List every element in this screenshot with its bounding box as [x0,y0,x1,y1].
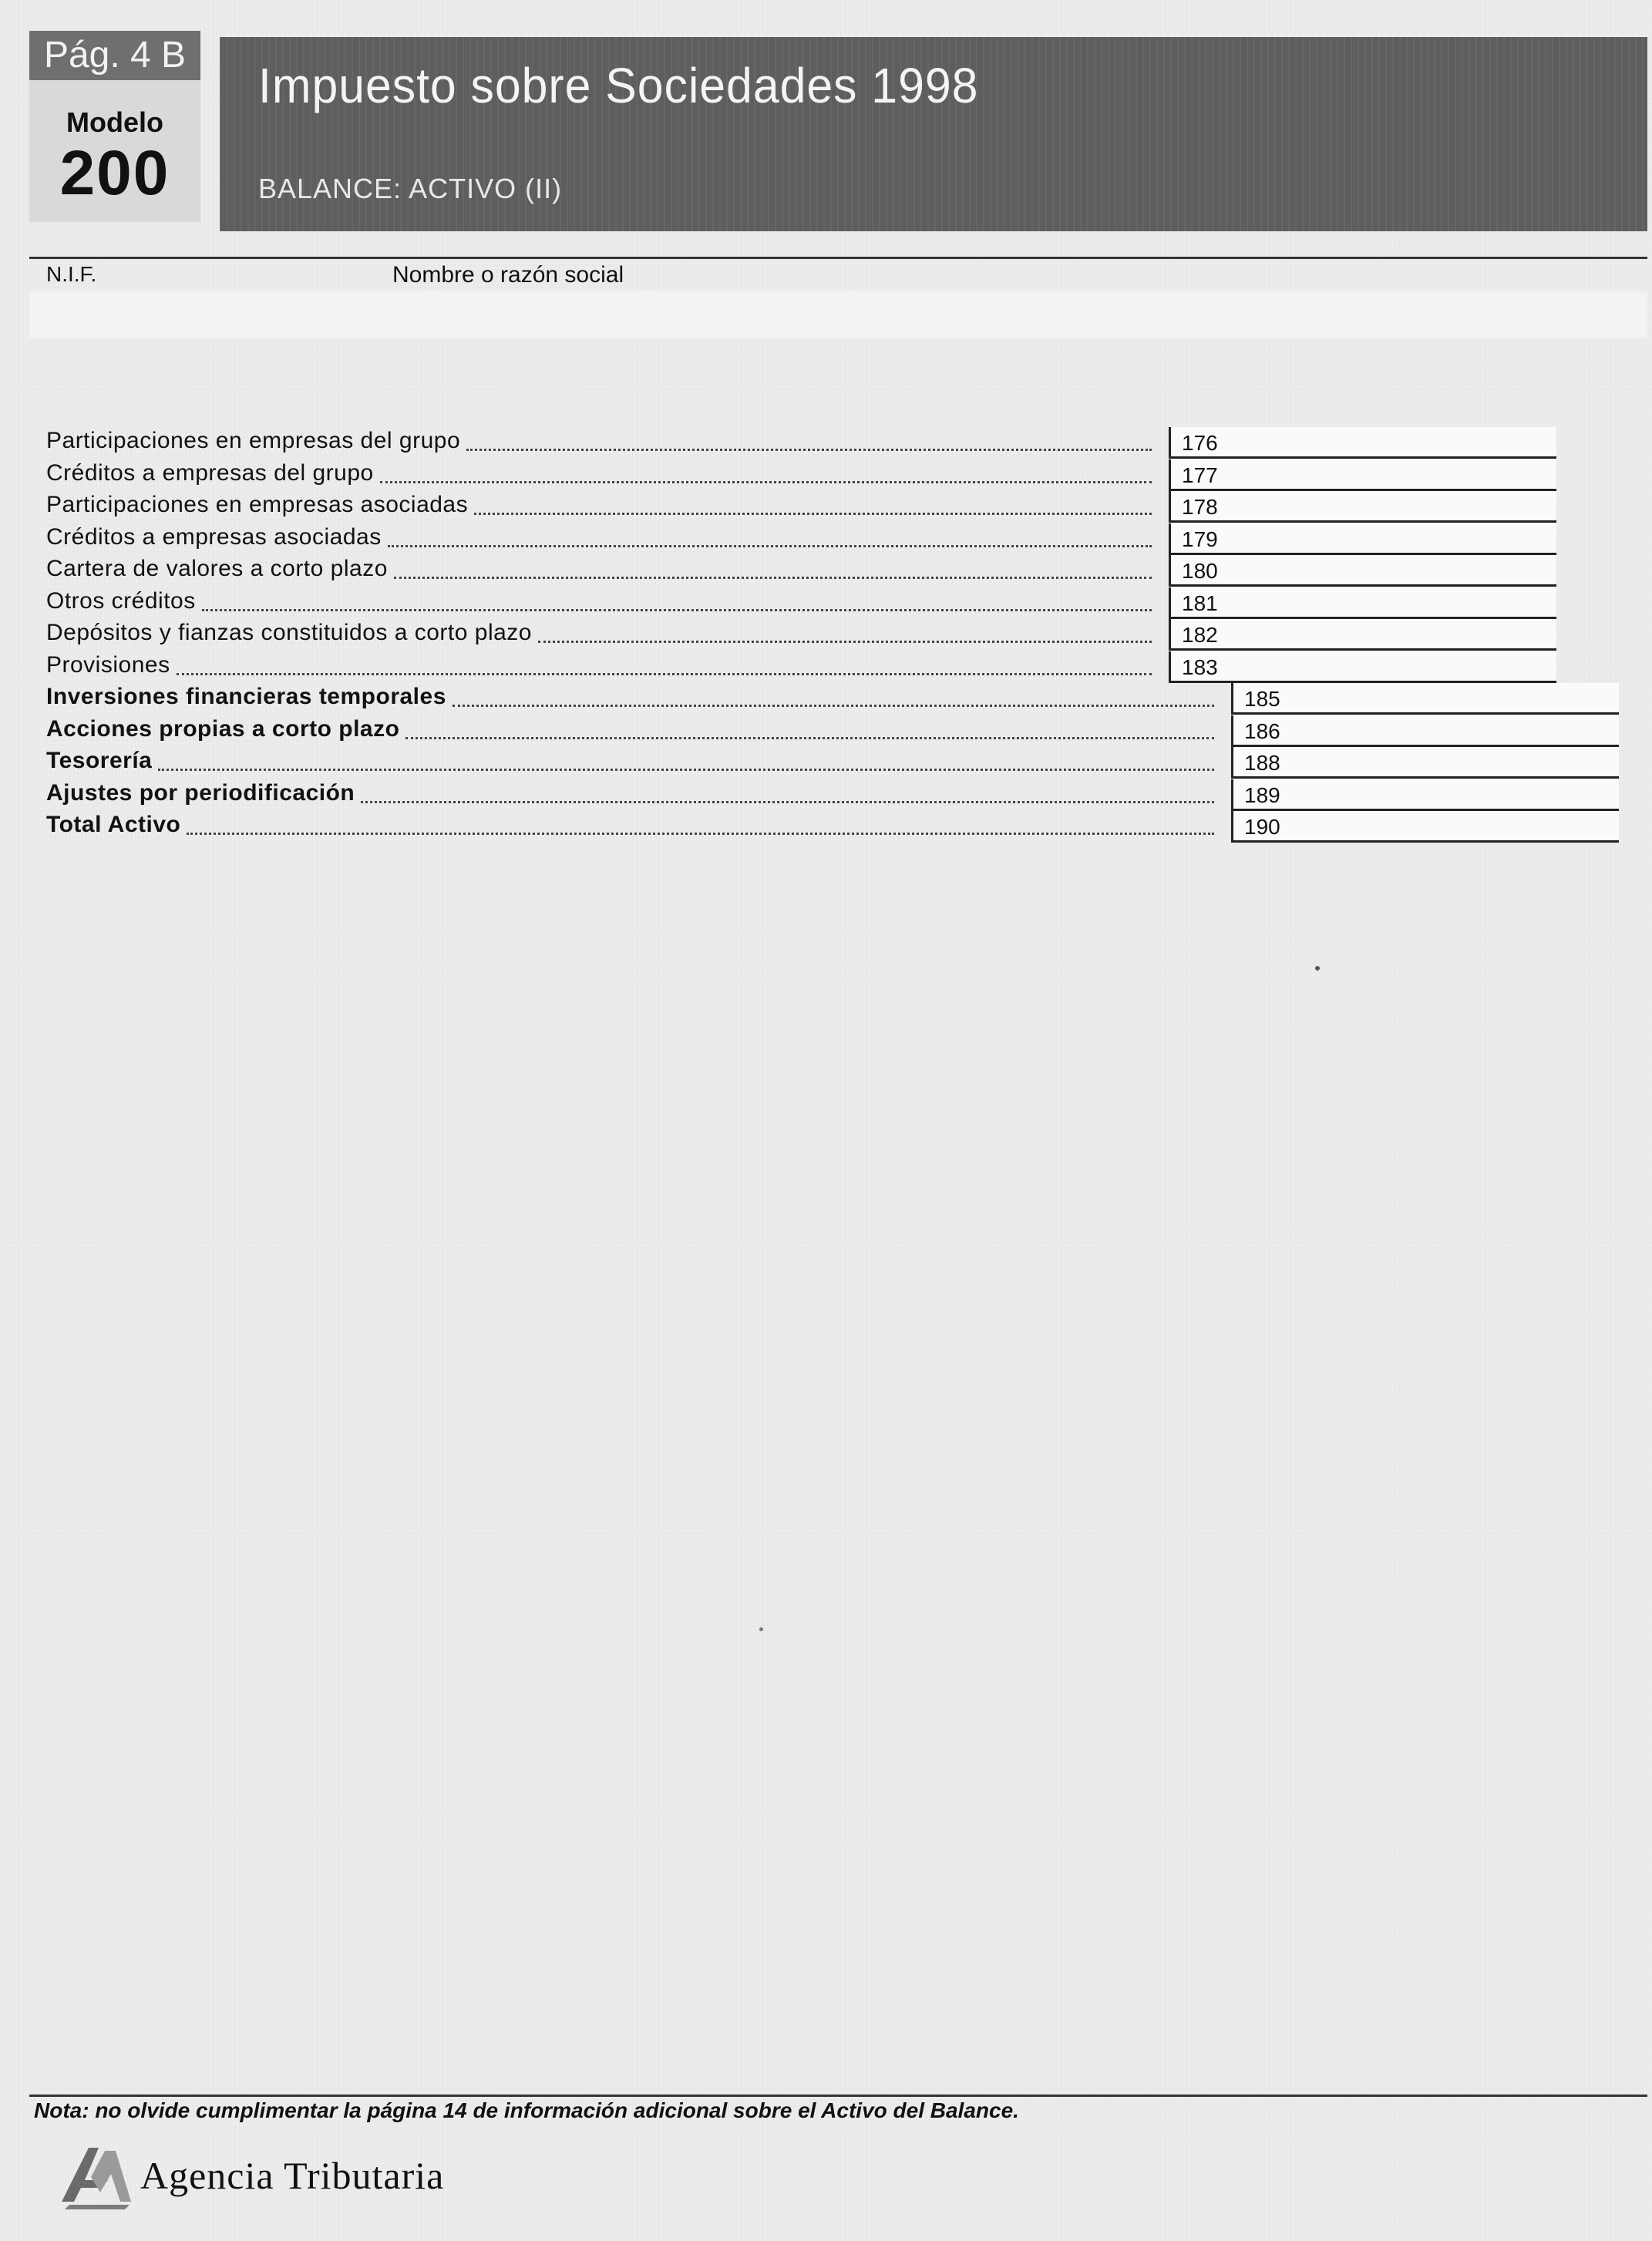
amount-box-178[interactable] [1169,491,1556,523]
dot-leader [187,802,1214,835]
item-label: Otros créditos [46,587,196,614]
total-label: Ajustes por periodificación [46,779,355,806]
box-code: 189 [1244,782,1280,807]
agencia-tributaria-logo-icon [54,2140,139,2213]
nombre-label: Nombre o razón social [392,262,624,288]
item-label: Participaciones en empresas del grupo [46,428,461,453]
box-code: 188 [1244,751,1280,775]
total-label: Total Activo [46,812,181,837]
dot-leader [405,706,1214,739]
amount-box-181[interactable] [1169,587,1556,619]
identification-divider [29,257,1647,259]
dot-leader [394,546,1152,579]
dot-leader [202,578,1152,611]
dot-leader [177,642,1152,675]
amount-box-189[interactable] [1231,779,1619,811]
total-label: Acciones propias a corto plazo [46,715,400,742]
box-code: 185 [1244,687,1280,711]
box-code: 182 [1182,623,1218,647]
page-label: Pág. 4 B [29,31,200,80]
dot-leader [388,514,1152,547]
modelo-word: Modelo [66,106,163,138]
agency-name: Agencia Tributaria [140,2154,445,2197]
item-label: Créditos a empresas del grupo [46,459,374,486]
dot-leader [361,770,1214,803]
amount-box-179[interactable] [1169,523,1556,555]
dot-leader [474,482,1152,515]
box-code: 176 [1182,431,1218,455]
dot-leader [380,450,1152,483]
item-label: Provisiones [46,651,170,678]
box-code: 179 [1182,527,1218,551]
dot-leader [158,738,1214,771]
identification-field[interactable] [29,291,1647,338]
amount-box-176[interactable] [1169,427,1556,459]
total-row [46,809,1231,840]
modelo-box [29,80,200,222]
total-label: Inversiones financieras temporales [46,684,446,709]
amount-box-190[interactable] [1231,811,1619,843]
dot-leader [466,418,1152,451]
form-title: Impuesto sobre Sociedades 1998 [258,58,979,113]
item-label: Cartera de valores a corto plazo [46,556,388,581]
form-subtitle: BALANCE: ACTIVO (II) [258,173,563,204]
footer-divider [29,2095,1647,2097]
dot-leader [538,610,1152,643]
box-code: 190 [1244,815,1280,839]
box-code: 178 [1182,495,1218,519]
nif-label: N.I.F. [46,262,97,286]
amount-box-180[interactable] [1169,555,1556,587]
box-code: 186 [1244,718,1280,743]
scan-speck [1315,966,1320,971]
item-label: Participaciones en empresas asociadas [46,492,469,517]
dot-leader [453,674,1214,707]
amount-box-177[interactable] [1169,459,1556,491]
item-label: Depósitos y fianzas constituidos a corto plazo [46,620,532,645]
total-label: Tesorería [46,748,153,773]
amount-box-185[interactable] [1231,683,1619,715]
amount-box-186[interactable] [1231,715,1619,747]
title-band [220,37,1647,231]
item-label: Créditos a empresas asociadas [46,523,382,550]
box-code: 180 [1182,559,1218,583]
box-code: 183 [1182,654,1218,679]
amount-box-183[interactable] [1169,651,1556,683]
box-code: 181 [1182,591,1218,615]
box-code: 177 [1182,463,1218,487]
modelo-number: 200 [59,138,170,208]
scan-speck [759,1627,763,1631]
footer-note: Nota: no olvide cumplimentar la página 14 de información adicional sobre el Activo del Balance. [34,2098,1019,2122]
amount-box-182[interactable] [1169,619,1556,651]
amount-box-188[interactable] [1231,747,1619,779]
